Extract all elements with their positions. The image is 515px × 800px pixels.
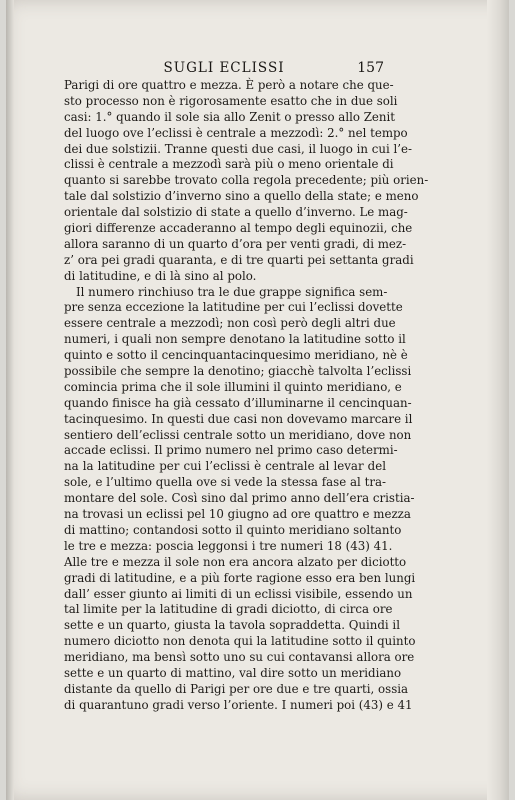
page-number: 157 — [357, 60, 384, 76]
text-line: quanto si sarebbe trovato colla regola precedente; più orien- — [64, 173, 429, 188]
text-line: sto processo non è rigorosamente esatto che in due soli — [64, 93, 398, 108]
running-title: SUGLI ECLISSI — [163, 60, 285, 76]
text-line: sentiero dell’eclissi centrale sotto un meridiano, dove non — [64, 427, 412, 442]
text-line: del luogo ove l’eclissi è centrale a mezzodì: 2.° nel tempo — [64, 125, 408, 140]
text-line: montare del sole. Così sino dal primo anno dell’era cristia- — [64, 491, 415, 506]
text-line: meridiano, ma bensì sotto uno su cui contavansi allora ore — [64, 650, 415, 665]
text-line: sole, e l’ultimo quella ove si vede la stessa fase al tra- — [64, 475, 386, 490]
text-line: z’ ora pei gradi quaranta, e di tre quarti pei settanta gradi — [64, 252, 414, 267]
text-line: dall’ esser giunto ai limiti di un eclissi visibile, essendo un — [64, 586, 413, 601]
text-line: sette e un quarto, giusta la tavola sopraddetta. Quindi il — [64, 618, 400, 633]
text-line: le tre e mezza: poscia leggonsi i tre numeri 18 (43) 41. — [64, 538, 393, 553]
text-line: tale dal solstizio d’inverno sino a quello della state; e meno — [64, 189, 419, 204]
text-line: allora saranno di un quarto d’ora per venti gradi, di mez- — [64, 236, 407, 251]
text-line: Parigi di ore quattro e mezza. È però a notare che que- — [64, 78, 394, 92]
text-line: di quarantuno gradi verso l’oriente. I numeri poi (43) e 41 — [64, 697, 413, 712]
text-line: possibile che sempre la denotino; giacchè talvolta l’eclissi — [64, 364, 412, 379]
text-line: distante da quello di Parigi per ore due e tre quarti, ossia — [64, 681, 409, 696]
text-line: Il numero rinchiuso tra le due grappe significa sem- — [76, 284, 388, 299]
page-edge — [487, 0, 509, 800]
text-line: clissi è centrale a mezzodì sarà più o meno orientale di — [64, 157, 394, 172]
text-line: dei due solstizii. Tranne questi due casi, il luogo in cui l’e- — [64, 141, 412, 156]
text-line: casi: 1.° quando il sole sia allo Zenit o presso allo Zenit — [64, 109, 396, 124]
text-line: pre senza eccezione la latitudine per cui l’eclissi dovette — [64, 300, 403, 315]
text-line: giori differenze accaderanno al tempo degli equinozii, che — [64, 221, 413, 236]
text-line: na la latitudine per cui l’eclissi è centrale al levar del — [64, 459, 386, 474]
text-line: di mattino; contandosi sotto il quinto meridiano soltanto — [64, 522, 402, 537]
text-line: di latitudine, e di là sino al polo. — [64, 268, 257, 283]
text-line: tacinquesimo. In questi due casi non dovevamo marcare il — [64, 411, 413, 426]
text-line: sette e un quarto di mattino, val dire sotto un meridiano — [64, 665, 402, 680]
page-gutter-shadow — [6, 0, 14, 800]
text-line: comincia prima che il sole illumini il quinto meridiano, e — [64, 379, 402, 394]
text-line: accade eclissi. Il primo numero nel primo caso determi- — [64, 443, 398, 458]
text-line: numeri, i quali non sempre denotano la latitudine sotto il — [64, 332, 406, 347]
text-line: numero diciotto non denota qui la latitudine sotto il quinto — [64, 634, 416, 649]
text-line: essere centrale a mezzodì; non così però degli altri due — [64, 316, 396, 331]
text-line: quando finisce ha già cessato d’illuminarne il cencinquan- — [64, 395, 412, 410]
book-page — [6, 0, 509, 800]
body-text — [64, 78, 429, 714]
text-line: na trovasi un eclissi pel 10 giugno ad ore quattro e mezza — [64, 507, 411, 522]
text-line: orientale dal solstizio di state a quello d’inverno. Le mag- — [64, 205, 408, 220]
text-line: Alle tre e mezza il sole non era ancora alzato per diciotto — [64, 554, 407, 569]
text-line: quinto e sotto il cencinquantacinquesimo meridiano, nè è — [64, 348, 408, 363]
text-line: gradi di latitudine, e a più forte ragione esso era ben lungi — [64, 570, 416, 585]
text-line: tal limite per la latitudine di gradi diciotto, di circa ore — [64, 602, 393, 617]
